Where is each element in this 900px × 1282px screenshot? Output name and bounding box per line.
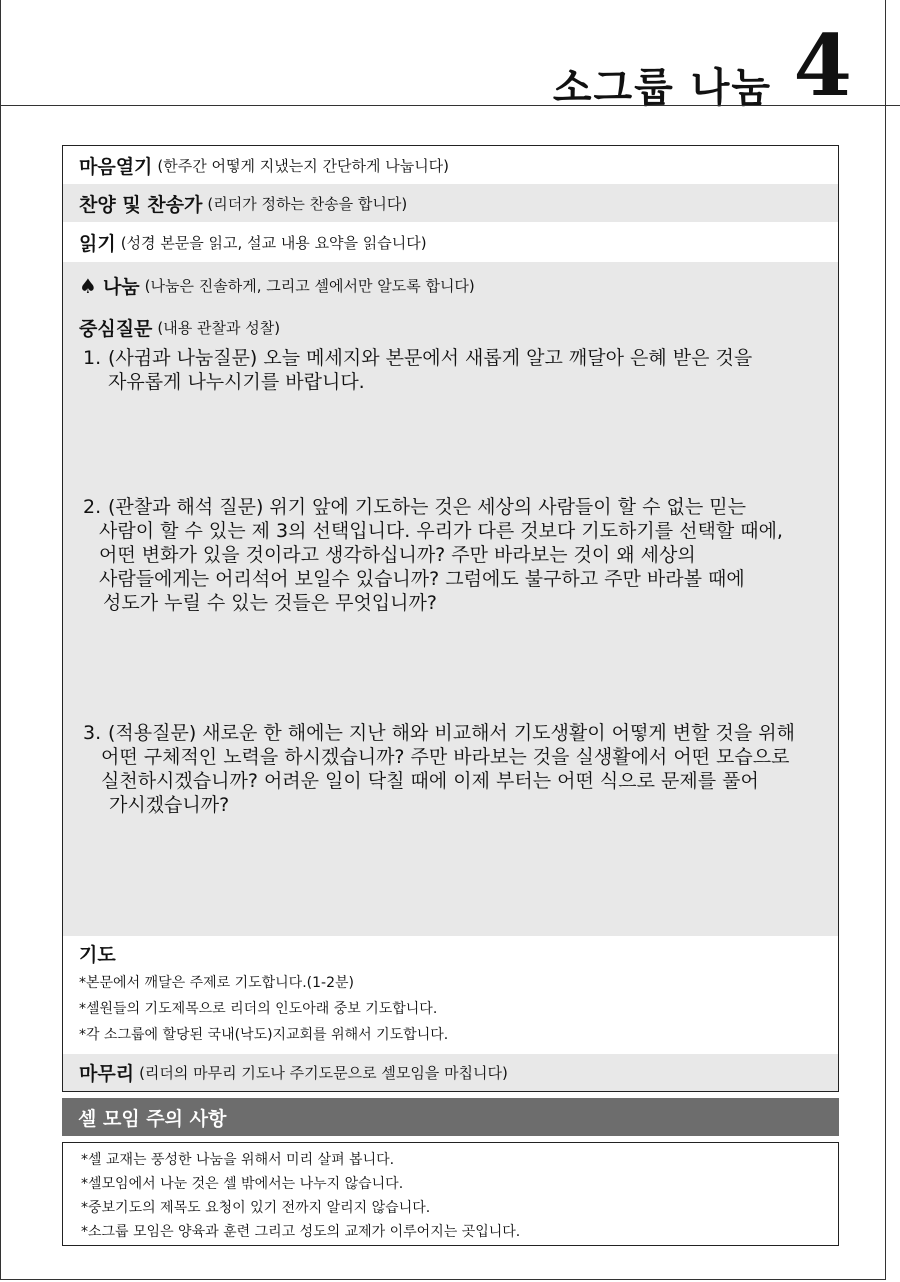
section-title: 나눔: [102, 276, 140, 298]
section-note: (리더의 마무리 기도나 주기도문으로 셀모임을 마칩니다): [139, 1064, 508, 1082]
question-line: (관찰과 해석 질문) 위기 앞에 기도하는 것은 세상의 사람들이 할 수 없는 믿는: [108, 496, 746, 518]
question-number: 2.: [83, 496, 102, 518]
list-item: *셀모임에서 나눈 것은 셀 밖에서는 나누지 않습니다.: [81, 1176, 404, 1192]
list-item: *본문에서 깨달은 주제로 기도합니다.(1-2분): [79, 975, 354, 991]
section-note: (성경 본문을 읽고, 설교 내용 요약을 읽습니다): [120, 233, 427, 252]
page-title: 소그룹 나눔: [552, 64, 772, 111]
section-closing: [63, 1054, 838, 1091]
section-share-block: [63, 262, 838, 936]
header-divider: [0, 105, 900, 106]
spade-icon: ♠: [79, 273, 97, 298]
prayer-list: [79, 970, 448, 1048]
question-line: 실천하시겠습니까? 어려운 일이 닥칠 때에 이제 부터는 어떤 식으로 문제를 풀어: [101, 770, 759, 792]
question-1: [83, 346, 823, 394]
question-number: 1.: [83, 347, 102, 369]
section-note: (내용 관찰과 성찰): [157, 319, 281, 337]
list-item: *셀원들의 기도제목으로 리더의 인도아래 중보 기도합니다.: [79, 1001, 438, 1017]
section-note: (한주간 어떻게 지냈는지 간단하게 나눕니다): [157, 156, 450, 175]
question-line: 어떤 구체적인 노력을 하시겠습니까? 주만 바라보는 것을 실생활에서 어떤 모습으로: [101, 746, 790, 768]
section-title: 마무리: [79, 1063, 135, 1085]
section-core: [79, 314, 280, 341]
section-title: 중심질문: [79, 318, 153, 340]
section-title: 기도: [79, 943, 116, 966]
list-item: *셀 교재는 풍성한 나눔을 위해서 미리 살펴 봅니다.: [81, 1152, 395, 1168]
section-praise: [63, 184, 838, 222]
question-line: (적용질문) 새로운 한 해에는 지난 해와 비교해서 기도생활이 어떻게 변할 것을 위해: [108, 722, 795, 744]
notice-list: [62, 1142, 839, 1246]
section-title: 읽기: [79, 232, 116, 255]
question-line: 성도가 누릴 수 있는 것들은 무엇입니까?: [103, 592, 437, 614]
section-title: 찬양 및 찬송가: [79, 193, 203, 216]
question-line: 사람이 할 수 있는 제 3의 선택입니다. 우리가 다른 것보다 기도하기를 선택할 때에,: [99, 520, 783, 542]
section-prayer: [63, 936, 838, 970]
question-line: 어떤 변화가 있을 것이라고 생각하십니까? 주만 바라보는 것이 왜 세상의: [99, 544, 696, 566]
section-title: 마음열기: [79, 155, 153, 178]
list-item: *중보기도의 제목도 요청이 있기 전까지 알리지 않습니다.: [81, 1200, 431, 1216]
section-share: [79, 272, 475, 299]
section-note: (리더가 정하는 찬송을 합니다): [207, 194, 408, 213]
question-2: [83, 495, 823, 615]
question-line: 자유롭게 나누시기를 바랍니다.: [108, 371, 365, 393]
section-open: [63, 146, 838, 184]
question-line: (사귐과 나눔질문) 오늘 메세지와 본문에서 새롭게 알고 깨달아 은혜 받은 것을: [108, 347, 753, 369]
question-line: 사람들에게는 어리석어 보일수 있습니까? 그럼에도 불구하고 주만 바라볼 때에: [99, 568, 745, 590]
list-item: *각 소그룹에 할당된 국내(낙도)지교회를 위해서 기도합니다.: [79, 1027, 449, 1043]
lesson-number: 4: [793, 16, 852, 115]
small-group-outline: [62, 145, 839, 1092]
question-3: [83, 721, 823, 817]
question-number: 3.: [83, 722, 102, 744]
section-read: [63, 222, 838, 262]
question-line: 가시겠습니까?: [109, 794, 230, 816]
list-item: *소그룹 모임은 양육과 훈련 그리고 성도의 교제가 이루어지는 곳입니다.: [81, 1224, 521, 1240]
section-note: (나눔은 진솔하게, 그리고 셀에서만 알도록 합니다): [144, 277, 475, 295]
notice-title: 셀 모임 주의 사항: [62, 1098, 839, 1136]
